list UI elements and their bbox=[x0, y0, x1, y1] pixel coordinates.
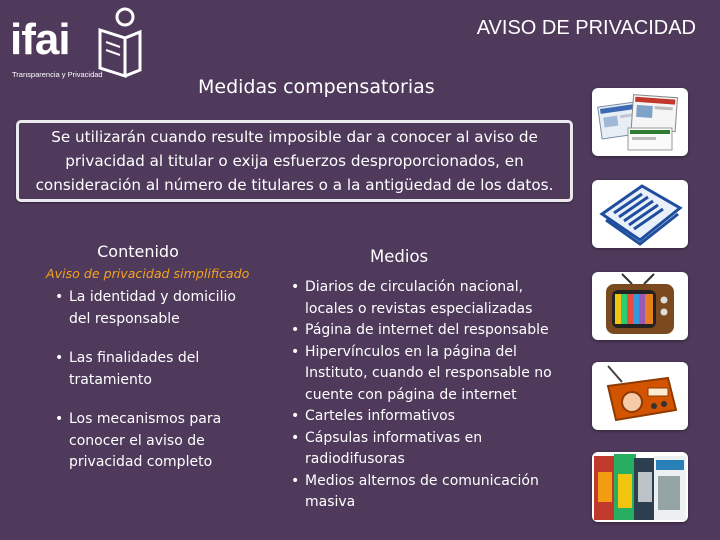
radio-icon bbox=[592, 362, 688, 430]
newspaper-icon bbox=[592, 180, 688, 248]
list-item: • Carteles informativos bbox=[305, 406, 573, 428]
medios-list bbox=[305, 277, 573, 514]
callout-text: Se utilizarán cuando resulte imposible dar a conocer al aviso de privacidad al titular o exija esfuerzos desproporcionados, en consideración al número de titulares o a la antigüedad de los datos. bbox=[35, 128, 554, 194]
contenido-subheading: Aviso de privacidad simplificado bbox=[46, 266, 250, 281]
list-item: • Página de internet del responsable bbox=[305, 320, 573, 342]
contenido-list bbox=[69, 287, 239, 492]
television-icon bbox=[592, 272, 688, 340]
logo-wordmark: ifai bbox=[10, 15, 70, 64]
contenido-column bbox=[30, 242, 260, 281]
list-item: • La identidad y domicilio del responsable bbox=[69, 287, 239, 330]
list-item: • Hipervínculos en la página del Instituto, cuando el responsable no cuente con página de internet bbox=[305, 342, 573, 407]
list-item: • Los mecanismos para conocer el aviso de privacidad completo bbox=[69, 409, 239, 474]
slide-title: AVISO DE PRIVACIDAD bbox=[476, 17, 696, 39]
list-item: • Las finalidades del tratamiento bbox=[69, 348, 239, 391]
webpages-icon bbox=[592, 88, 688, 156]
contenido-heading: Contenido bbox=[97, 242, 179, 261]
magazines-icon bbox=[592, 452, 688, 522]
logo-tagline: Transparencia y Privacidad bbox=[12, 70, 103, 79]
list-item: • Medios alternos de comunicación masiva bbox=[305, 471, 573, 514]
list-item: • Diarios de circulación nacional, locales o revistas especializadas bbox=[305, 277, 573, 320]
definition-callout bbox=[16, 120, 573, 202]
list-item: • Cápsulas informativas en radiodifusoras bbox=[305, 428, 573, 471]
section-subtitle: Medidas compensatorias bbox=[198, 76, 435, 98]
medios-heading: Medios bbox=[370, 247, 429, 266]
